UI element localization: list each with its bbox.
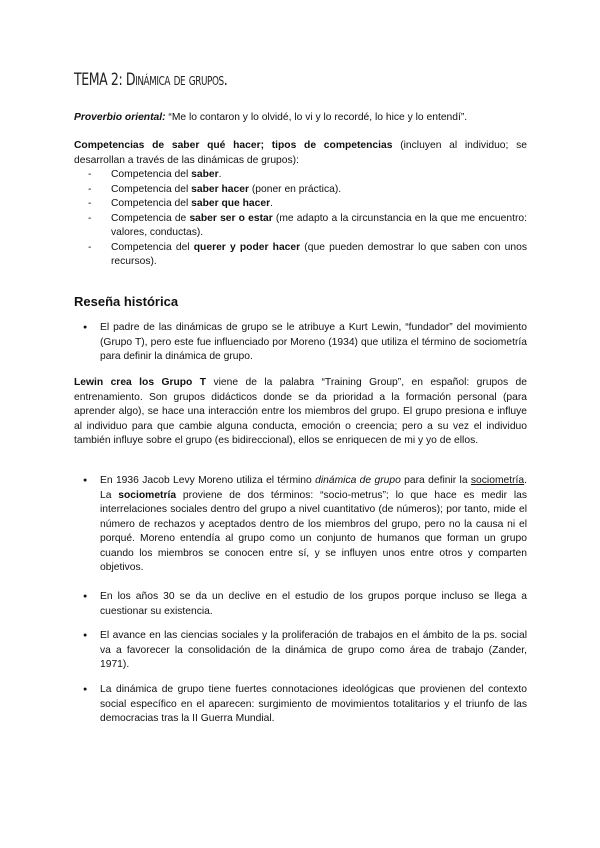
item-bold: saber que hacer — [191, 198, 271, 209]
underlined-term: sociometría — [470, 475, 525, 486]
bullet-paragraph: ● En los años 30 se da un declive en el estudio de los grupos porque incluso se llega a cuestionar su existencia. — [100, 590, 527, 619]
competencias-heading: Competencias de saber qué hacer; tipos de competencias — [74, 140, 393, 151]
competencias-text: (incluyen al individuo; se desarrollan a través de las dinámicas de grupos): — [74, 140, 528, 166]
text: proviene de dos términos: “socio-metrus”; lo que hace es medir las interrelaciones sociales dentro del grupo a nivel cuantitativo (de números); por tanto, mide el número de rechazos y aceptados dentro de los miembros del grupo, pero no la causa ni el porqué. Moreno entendía al grupo como un conjunto de humanos que forman un grupo cuando los miembros se conocen entre sí, y se influyen unos entre otros y comparten objetivos. — [100, 489, 527, 573]
item-text: . — [218, 169, 222, 180]
bullet-paragraph — [100, 474, 527, 576]
item-text: Competencia del — [111, 169, 192, 180]
item-text: Competencia del — [111, 241, 194, 253]
bullet-paragraph: ● La dinámica de grupo tiene fuertes connotaciones ideológicas que provienen del contexto social específico en el aparecen: surgimiento de movimientos totalitarios y el triunfo de las democracias tras la II Guerra Mundial. — [100, 683, 527, 727]
competencias-list — [74, 168, 527, 270]
item-bold: querer y poder hacer — [193, 241, 301, 253]
item-text: (me adapto a la circunstancia en la que me encuentro: valores, conductas). — [111, 212, 527, 238]
bullet-paragraph: ● El padre de las dinámicas de grupo se le atribuye a Kurt Lewin, “fundador” del movimiento (Grupo T), pero este fue influenciado por Moreno (1934) que utiliza el término de sociometría para definir la dinámica de grupo. — [100, 321, 527, 365]
list-item — [74, 168, 527, 183]
item-bold: saber — [191, 169, 219, 180]
lewin-bold: Lewin crea los Grupo T — [74, 377, 207, 388]
text: En 1936 Jacob Levy Moreno utiliza el término — [100, 475, 316, 486]
list-item — [74, 212, 527, 241]
text: . La — [100, 475, 528, 501]
proverb-label: Proverbio oriental: — [74, 112, 166, 123]
item-text: Competencia del — [111, 198, 192, 209]
item-text: . — [270, 198, 273, 209]
item-bold: saber hacer — [191, 183, 249, 195]
item-text: Competencia de — [111, 212, 190, 224]
section-heading: Reseña histórica — [74, 294, 179, 309]
lewin-paragraph — [74, 376, 527, 449]
document-title: TEMA 2: Dinámica de grupos. — [74, 70, 228, 90]
list-item — [74, 183, 527, 198]
list-item — [74, 197, 527, 212]
bold-term: sociometría — [118, 489, 177, 501]
proverb-text: “Me lo contaron y lo olvidé, lo vi y lo recordé, lo hice y lo entendí”. — [165, 112, 468, 123]
italic-term: dinámica de grupo — [315, 475, 401, 486]
item-text: (que pueden demostrar lo que saben con unos recursos). — [111, 241, 528, 267]
lewin-text: viene de la palabra “Training Group”, en español: grupos de entrenamiento. Son grupos didácticos donde se da prioridad a la formación personal (para aprender algo), se hace una interacción entre los miembros del grupo. El grupo presiona e influye al individuo para que cambie alguna conducta, emoción o creencia; pero a su vez el individuo también influye sobre el grupo (es bidireccional), ellos se enriquecen de mi y yo de ellos. — [74, 377, 527, 446]
bullet-paragraph: ● El avance en las ciencias sociales y la proliferación de trabajos en el ámbito de la ps. social va a favorecer la consolidación de la dinámica de grupo como área de trabajo (Zander, 1971). — [100, 629, 527, 673]
list-item — [74, 241, 527, 270]
item-bold: saber ser o estar — [189, 212, 273, 224]
competencias-paragraph — [74, 139, 527, 270]
text: para definir la — [400, 475, 471, 486]
item-text: (poner en práctica). — [248, 183, 342, 195]
item-text: Competencia del — [111, 183, 192, 195]
proverb-paragraph — [74, 111, 527, 126]
